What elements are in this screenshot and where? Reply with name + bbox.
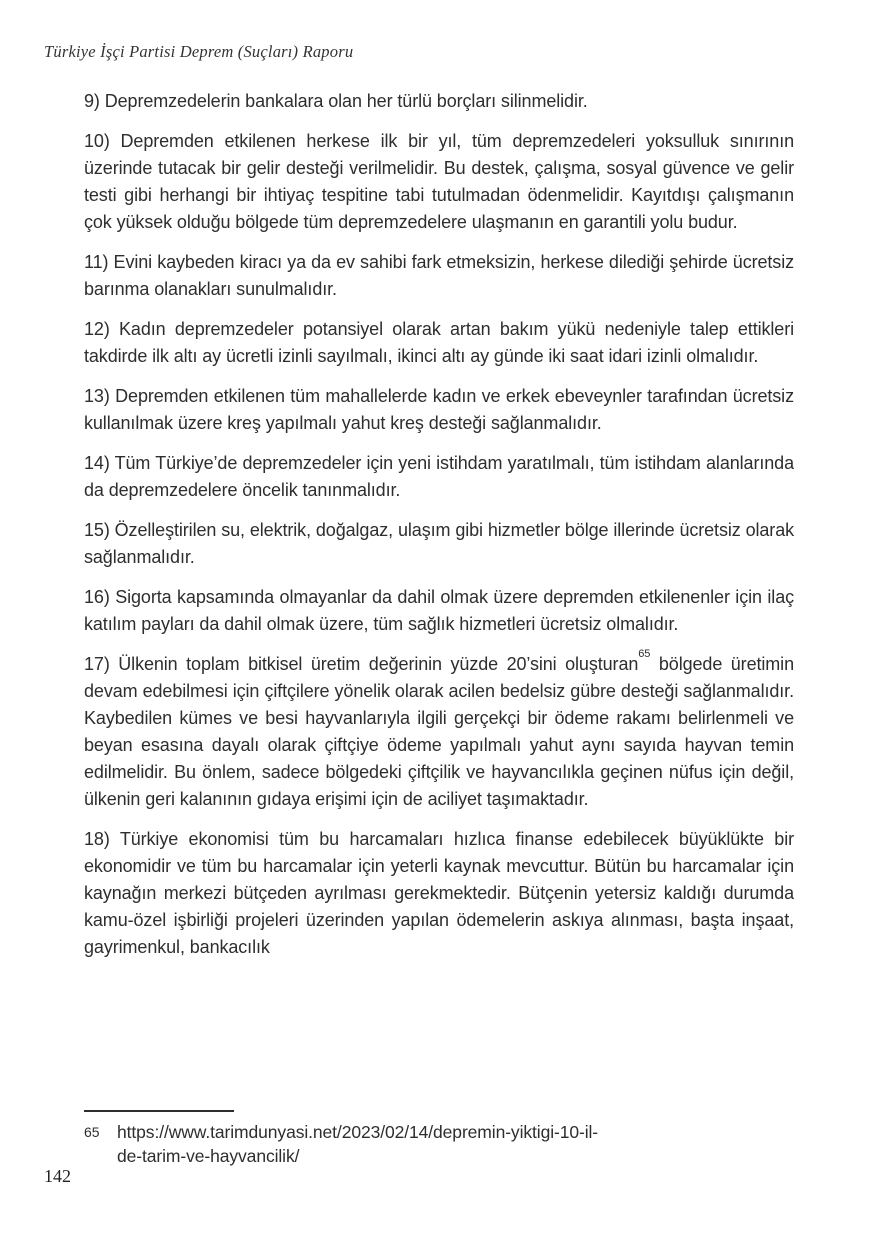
- paragraph-text: Kadın depremzedeler potansiyel olarak artan bakım yükü nedeniyle talep ettikleri takdirde ilk altı ay ücretli izinli sayılmalı, ikinci altı ay günde iki saat idari izinli olmalıdır.: [84, 319, 794, 366]
- paragraph-18: [84, 826, 794, 961]
- paragraph-17: [84, 648, 794, 813]
- paragraph-number: 13): [84, 386, 110, 406]
- paragraph-text: Depremden etkilenen tüm mahallelerde kadın ve erkek ebeveynler tarafından ücretsiz kullanılmak üzere kreş yapılmalı yahut kreş desteği sağlanmalıdır.: [84, 386, 794, 433]
- footnote-url-line-1: https://www.tarimdunyasi.net/2023/02/14/depremin-yiktigi-10-il-: [117, 1122, 599, 1142]
- footnote-reference-65: 65: [638, 648, 651, 660]
- footnote-separator: [84, 1110, 234, 1112]
- paragraph-number: 15): [84, 520, 110, 540]
- paragraph-text: Türkiye ekonomisi tüm bu harcamaları hızlıca finanse edebilecek büyüklükte bir ekonomidir ve tüm bu harcamalar için yeterli kaynak mevcuttur. Bütün bu harcamalar için kaynağın merkezi bütçeden ayrılması gerekmektedir. Bütçenin yetersiz kaldığı durumda kamu-özel işbirliği projeleri üzerinden yapılan ödemelerin askıya alınması, başta inşaat, gayrimenkul, bankacılık: [84, 829, 794, 957]
- paragraph-11: [84, 249, 794, 303]
- paragraph-number: 16): [84, 587, 110, 607]
- footnote-65: [84, 1120, 794, 1168]
- page-number: 142: [44, 1166, 71, 1186]
- running-header: Türkiye İşçi Partisi Deprem (Suçları) Raporu: [44, 42, 354, 61]
- paragraph-number: 17): [84, 654, 110, 674]
- paragraph-text: Sigorta kapsamında olmayanlar da dahil olmak üzere depremden etkilenenler için ilaç katılım payları da dahil olmak üzere, tüm sağlık hizmetleri ücretsiz olmalıdır.: [84, 587, 794, 634]
- paragraph-14: [84, 450, 794, 504]
- paragraph-number: 18): [84, 829, 110, 849]
- paragraph-text: Evini kaybeden kiracı ya da ev sahibi fark etmeksizin, herkese dilediği şehirde ücretsiz barınma olanakları sunulmalıdır.: [84, 252, 794, 299]
- paragraph-number: 9): [84, 91, 100, 111]
- paragraph-number: 12): [84, 319, 110, 339]
- paragraph-text: Ülkenin toplam bitkisel üretim değerinin yüzde 20’sini oluşturan: [118, 654, 639, 674]
- footnote-url: [117, 1120, 598, 1168]
- paragraph-number: 11): [84, 252, 109, 272]
- paragraph-13: [84, 383, 794, 437]
- paragraph-number: 10): [84, 131, 110, 151]
- footnote-marker: 65: [84, 1124, 100, 1140]
- paragraph-text: Depremzedelerin bankalara olan her türlü borçları silinmelidir.: [104, 91, 588, 111]
- paragraph-16: [84, 584, 794, 638]
- paragraph-text: Tüm Türkiye’de depremzedeler için yeni istihdam yaratılmalı, tüm istihdam alanlarında da depremzedelere öncelik tanınmalıdır.: [84, 453, 794, 500]
- paragraph-number: 14): [84, 453, 110, 473]
- paragraph-text: bölgede üretimin devam edebilmesi için çiftçilere yönelik olarak acilen bedelsiz gübre desteği sağlanmalıdır. Kaybedilen kümes ve besi hayvanlarıyla ilgili gerçekçi bir ödeme rakamı belirlenmeli ve beyan esasına dayalı olarak çiftçiye ödeme yapılmalı yahut aynı sayıda hayvan temin edilmelidir. Bu önlem, sadece bölgedeki çiftçilik ve hayvancılıkla geçinen nüfus için değil, ülkenin geri kalanının gıdaya erişimi için de aciliyet taşımaktadır.: [84, 654, 794, 809]
- footnote-url-line-2: de-tarim-ve-hayvancilik/: [117, 1146, 300, 1166]
- paragraph-12: [84, 316, 794, 370]
- paragraph-15: [84, 517, 794, 571]
- paragraph-10: [84, 128, 794, 236]
- paragraph-text: Depremden etkilenen herkese ilk bir yıl, tüm depremzedeleri yoksulluk sınırının üzerinde tutacak bir gelir desteği verilmelidir. Bu destek, çalışma, sosyal güvence ve gelir testi gibi herhangi bir ihtiyaç tespitine tabi tutulmadan ödenmelidir. Kayıtdışı çalışmanın çok yüksek olduğu bölgede tüm depremzedelere ulaşmanın en garantili yolu budur.: [84, 131, 794, 232]
- paragraph-9: [84, 88, 794, 115]
- report-body: [84, 88, 794, 1100]
- paragraph-text: Özelleştirilen su, elektrik, doğalgaz, ulaşım gibi hizmetler bölge illerinde ücretsiz olarak sağlanmalıdır.: [84, 520, 794, 567]
